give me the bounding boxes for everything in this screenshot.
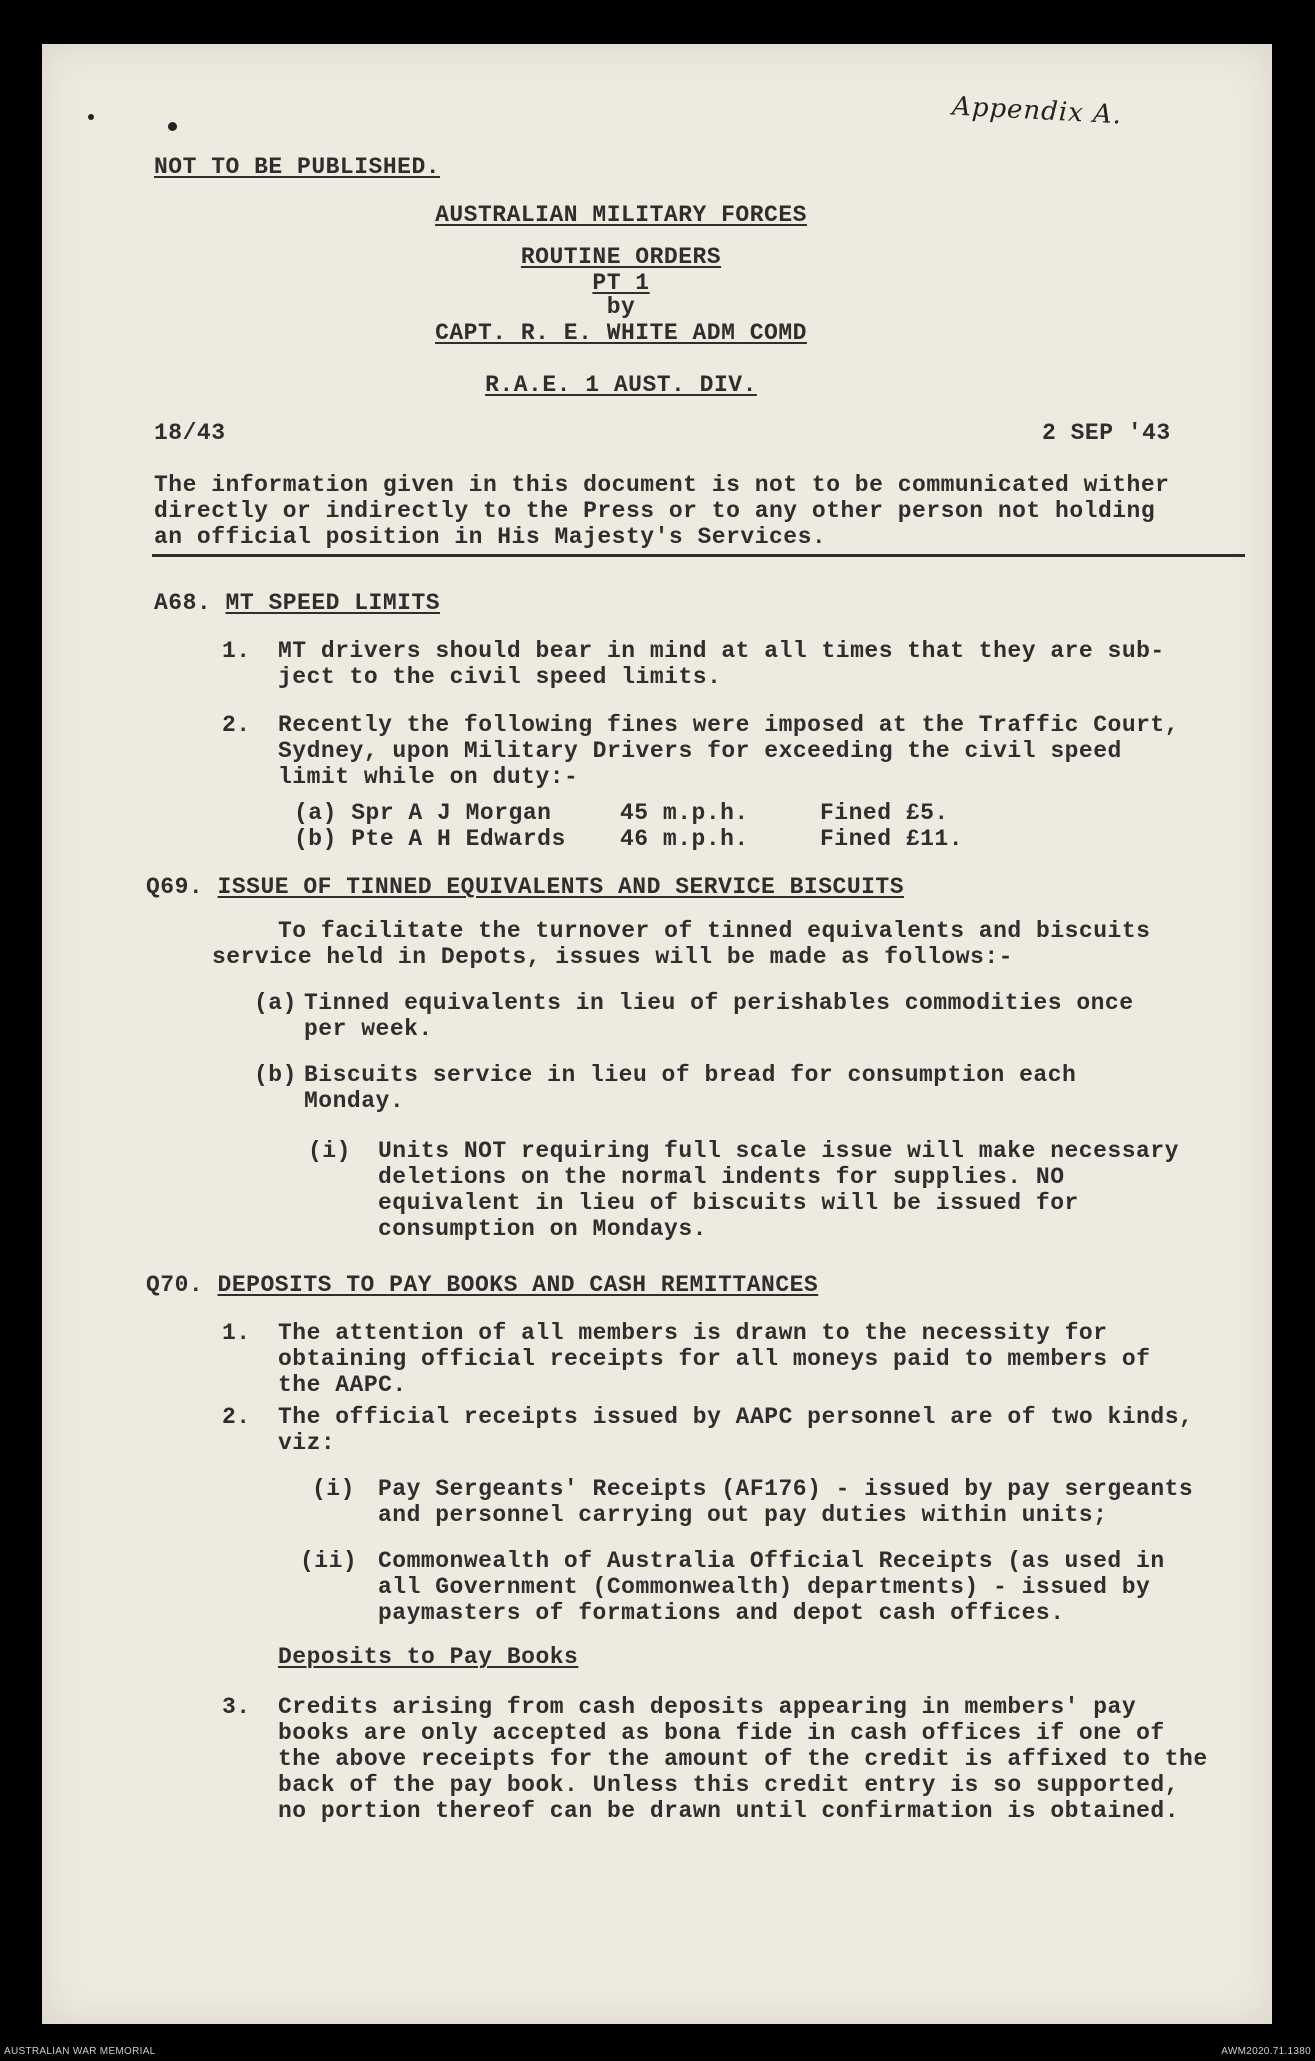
q69-intro-cont: [212, 944, 1013, 970]
section-code: Q70.: [146, 1272, 204, 1298]
text-line: Commonwealth of Australia Official Receipts (as used in: [378, 1548, 1165, 1574]
paragraph-number: 3.: [222, 1694, 251, 1720]
text-line: limit while on duty:-: [278, 764, 579, 790]
ink-speck: [168, 122, 177, 131]
ink-speck: [88, 114, 94, 120]
item-label: (b): [254, 1062, 297, 1088]
text-line: To facilitate the turnover of tinned equivalents and biscuits: [278, 918, 1151, 944]
security-notice: [154, 472, 1169, 550]
fine-offender: (a) Spr A J Morgan: [294, 800, 552, 826]
orders-date: 2 SEP '43: [1042, 420, 1171, 446]
paragraph-number: 2.: [222, 1404, 251, 1430]
q69-item-a: [304, 990, 1134, 1042]
text-line: viz:: [278, 1430, 336, 1456]
text-line: all Government (Commonwealth) departments) - issued by: [378, 1574, 1151, 1600]
text-line: the above receipts for the amount of the credit is affixed to the: [278, 1746, 1208, 1772]
org-heading: AUSTRALIAN MILITARY FORCES: [435, 202, 807, 228]
q70-paragraph-1: [278, 1320, 1150, 1398]
notice-line: directly or indirectly to the Press or to any other person not holding: [154, 498, 1156, 524]
text-line: Tinned equivalents in lieu of perishables commodities once: [304, 990, 1134, 1016]
notice-line: an official position in His Majesty's Services.: [154, 524, 827, 550]
text-line: Credits arising from cash deposits appearing in members' pay: [278, 1694, 1137, 1720]
q69-intro: [278, 918, 1150, 944]
text-line: ject to the civil speed limits.: [278, 664, 722, 690]
section-title: ISSUE OF TINNED EQUIVALENTS AND SERVICE BISCUITS: [217, 874, 905, 900]
q70-paragraph-3: [278, 1694, 1208, 1824]
section-title: MT SPEED LIMITS: [225, 590, 441, 616]
text-line: MT drivers should bear in mind at all times that they are sub-: [278, 638, 1165, 664]
text-line: consumption on Mondays.: [378, 1216, 707, 1242]
item-label: (ii): [300, 1548, 358, 1574]
item-label: (i): [308, 1138, 351, 1164]
q70-paragraph-2: [278, 1404, 1193, 1456]
paragraph-number: 2.: [222, 712, 251, 738]
item-label: (a): [254, 990, 297, 1016]
paragraph-number: 1.: [222, 638, 251, 664]
fine-speed: 46 m.p.h.: [620, 826, 749, 852]
text-line: service held in Depots, issues will be made as follows:-: [212, 944, 1013, 970]
section-code: A68.: [154, 590, 212, 616]
fine-amount: Fined £11.: [820, 826, 964, 852]
handwritten-annotation: Appendix A.: [951, 91, 1123, 131]
document-page: [42, 44, 1272, 2024]
text-line: deletions on the normal indents for supplies. NO: [378, 1164, 1065, 1190]
subheading: Deposits to Pay Books: [278, 1644, 579, 1670]
section-a68-heading: [154, 590, 440, 616]
text-line: Sydney, upon Military Drivers for exceeding the civil speed: [278, 738, 1122, 764]
fine-offender: (b) Pte A H Edwards: [294, 826, 566, 852]
text-line: per week.: [304, 1016, 433, 1042]
text-line: obtaining official receipts for all moneys paid to members of: [278, 1346, 1151, 1372]
text-line: Units NOT requiring full scale issue will make necessary: [378, 1138, 1179, 1164]
text-line: back of the pay book. Unless this credit entry is so supported,: [278, 1772, 1180, 1798]
divider-rule: [152, 554, 1245, 557]
fine-speed: 45 m.p.h.: [620, 800, 749, 826]
text-line: the AAPC.: [278, 1372, 407, 1398]
restriction-notice: NOT TO BE PUBLISHED.: [154, 154, 441, 180]
text-line: The official receipts issued by AAPC personnel are of two kinds,: [278, 1404, 1194, 1430]
footer-credit: AUSTRALIAN WAR MEMORIAL: [4, 2046, 156, 2057]
orders-author: CAPT. R. E. WHITE ADM COMD: [435, 320, 807, 346]
orders-number: 18/43: [154, 420, 226, 446]
orders-title: ROUTINE ORDERS: [520, 244, 722, 270]
q69-item-b: [304, 1062, 1076, 1114]
text-line: and personnel carrying out pay duties within units;: [378, 1502, 1108, 1528]
text-line: Biscuits service in lieu of bread for consumption each: [304, 1062, 1077, 1088]
q70-item-ii: [378, 1548, 1165, 1626]
text-line: The attention of all members is drawn to the necessity for: [278, 1320, 1108, 1346]
section-title: DEPOSITS TO PAY BOOKS AND CASH REMITTANCES: [217, 1272, 819, 1298]
orders-by: by: [606, 294, 636, 320]
text-line: Monday.: [304, 1088, 405, 1114]
text-line: Recently the following fines were imposed at the Traffic Court,: [278, 712, 1180, 738]
orders-unit: R.A.E. 1 AUST. DIV.: [485, 372, 757, 398]
text-line: paymasters of formations and depot cash offices.: [378, 1600, 1065, 1626]
q70-item-i: [378, 1476, 1193, 1528]
q69-item-i: [378, 1138, 1179, 1242]
typed-document: [42, 44, 1272, 2024]
text-line: equivalent in lieu of biscuits will be issued for: [378, 1190, 1079, 1216]
orders-part: PT 1: [592, 270, 650, 296]
paragraph-number: 1.: [222, 1320, 251, 1346]
section-q69-heading: [146, 874, 904, 900]
footer-accession: AWM2020.71.1380: [1221, 2046, 1311, 2057]
text-line: Pay Sergeants' Receipts (AF176) - issued by pay sergeants: [378, 1476, 1194, 1502]
section-q70-heading: [146, 1272, 818, 1298]
item-label: (i): [312, 1476, 355, 1502]
text-line: no portion thereof can be drawn until confirmation is obtained.: [278, 1798, 1180, 1824]
section-code: Q69.: [146, 874, 204, 900]
a68-paragraph-1: [278, 638, 1165, 690]
fine-amount: Fined £5.: [820, 800, 949, 826]
notice-line: The information given in this document is not to be communicated wither: [154, 472, 1170, 498]
text-line: books are only accepted as bona fide in cash offices if one of: [278, 1720, 1165, 1746]
a68-paragraph-2: [278, 712, 1179, 790]
